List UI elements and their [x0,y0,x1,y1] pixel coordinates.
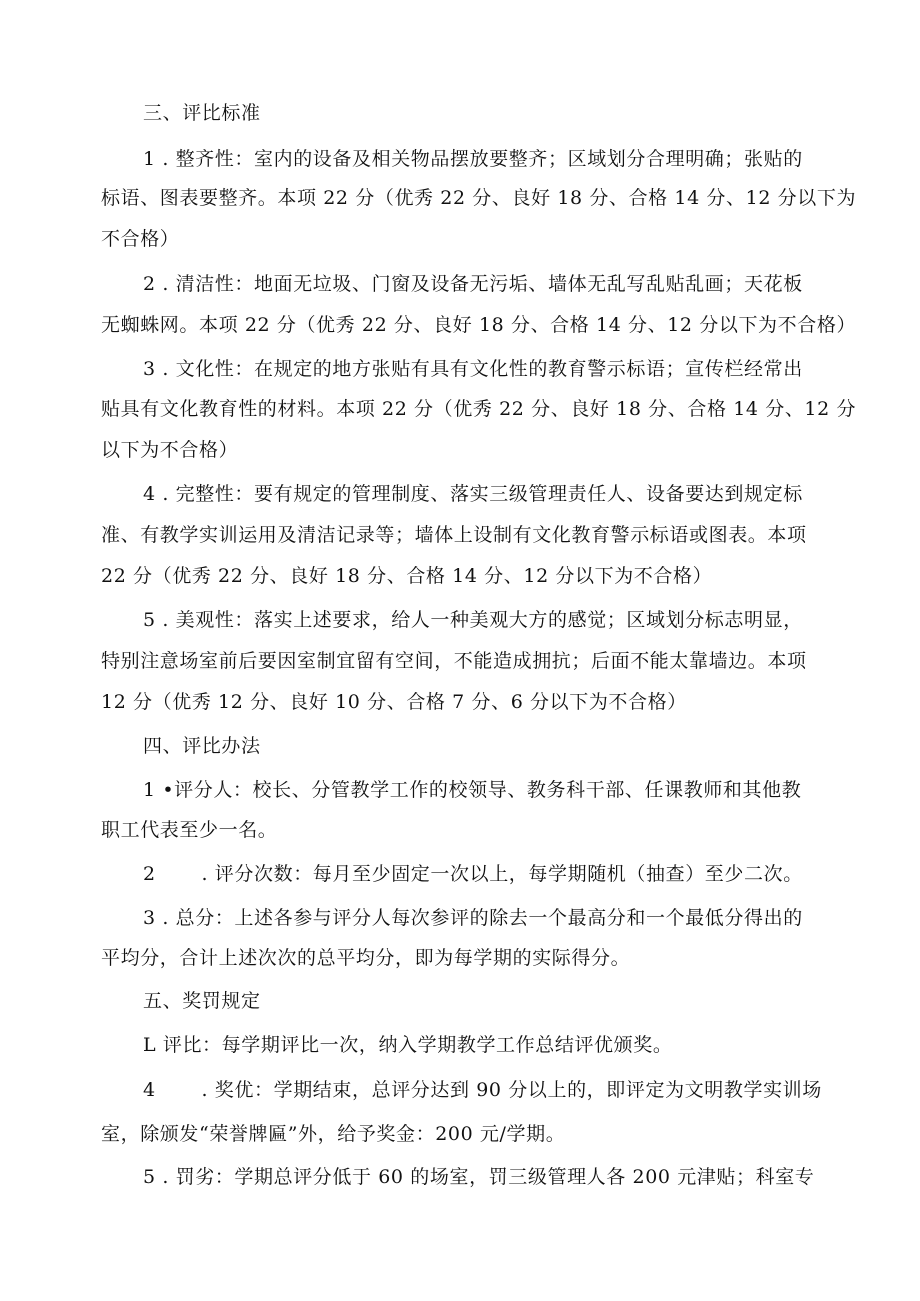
paragraph-line: 5 . 罚劣：学期总评分低于 60 的场室，罚三级管理人各 200 元津贴；科室专 [143,1166,815,1188]
paragraph-line: 标语、图表要整齐。本项 22 分（优秀 22 分、良好 18 分、合格 14 分、12 分以下为 [101,187,857,209]
paragraph-line: 1 . 整齐性：室内的设备及相关物品摆放要整齐；区域划分合理明确；张贴的 [143,148,803,170]
paragraph-line: 特别注意场室前后要因室制宜留有空间，不能造成拥抗；后面不能太靠墙边。本项 [101,650,807,672]
paragraph-line: 1 •评分人：校长、分管教学工作的校领导、教务科干部、任课教师和其他教 [143,779,802,801]
paragraph-line: 准、有教学实训运用及清洁记录等；墙体上设制有文化教育警示标语或图表。本项 [101,524,807,546]
paragraph-line: 2 . 清洁性：地面无垃圾、门窗及设备无污垢、墙体无乱写乱贴乱画；天花板 [143,273,803,295]
paragraph-line: 4 . 奖优：学期结束，总评分达到 90 分以上的，即评定为文明教学实训场 [143,1079,822,1101]
paragraph-line: L 评比：每学期评比一次，纳入学期教学工作总结评优颁奖。 [143,1034,673,1056]
paragraph-line: 职工代表至少一名。 [101,819,278,841]
paragraph-line: 室，除颁发“荣誉牌匾”外，给予奖金：200 元/学期。 [101,1123,566,1145]
paragraph-line: 2 . 评分次数：每月至少固定一次以上，每学期随机（抽查）至少二次。 [143,863,803,885]
section-heading-criteria: 三、评比标准 [143,102,261,124]
section-heading-methods: 四、评比办法 [143,735,261,757]
paragraph-line: 22 分（优秀 22 分、良好 18 分、合格 14 分、12 分以下为不合格） [101,565,713,587]
paragraph-line: 5 . 美观性：落实上述要求，给人一种美观大方的感觉；区域划分标志明显， [143,609,803,631]
paragraph-line: 12 分（优秀 12 分、良好 10 分、合格 7 分、6 分以下为不合格） [101,691,687,713]
section-heading-rewards: 五、奖罚规定 [143,990,261,1012]
paragraph-line: 3 . 文化性：在规定的地方张贴有具有文化性的教育警示标语；宣传栏经常出 [143,358,803,380]
paragraph-line: 无蜘蛛网。本项 22 分（优秀 22 分、良好 18 分、合格 14 分、12 分以下为不合格） [101,314,857,336]
paragraph-line: 以下为不合格） [101,439,239,461]
paragraph-line: 平均分，合计上述次次的总平均分，即为每学期的实际得分。 [101,947,631,969]
paragraph-line: 4 . 完整性：要有规定的管理制度、落实三级管理责任人、设备要达到规定标 [143,483,803,505]
paragraph-line: 不合格） [101,228,180,250]
paragraph-line: 3 . 总分：上述各参与评分人每次参评的除去一个最高分和一个最低分得出的 [143,907,803,929]
paragraph-line: 贴具有文化教育性的材料。本项 22 分（优秀 22 分、良好 18 分、合格 14 分、12 分 [101,398,857,420]
